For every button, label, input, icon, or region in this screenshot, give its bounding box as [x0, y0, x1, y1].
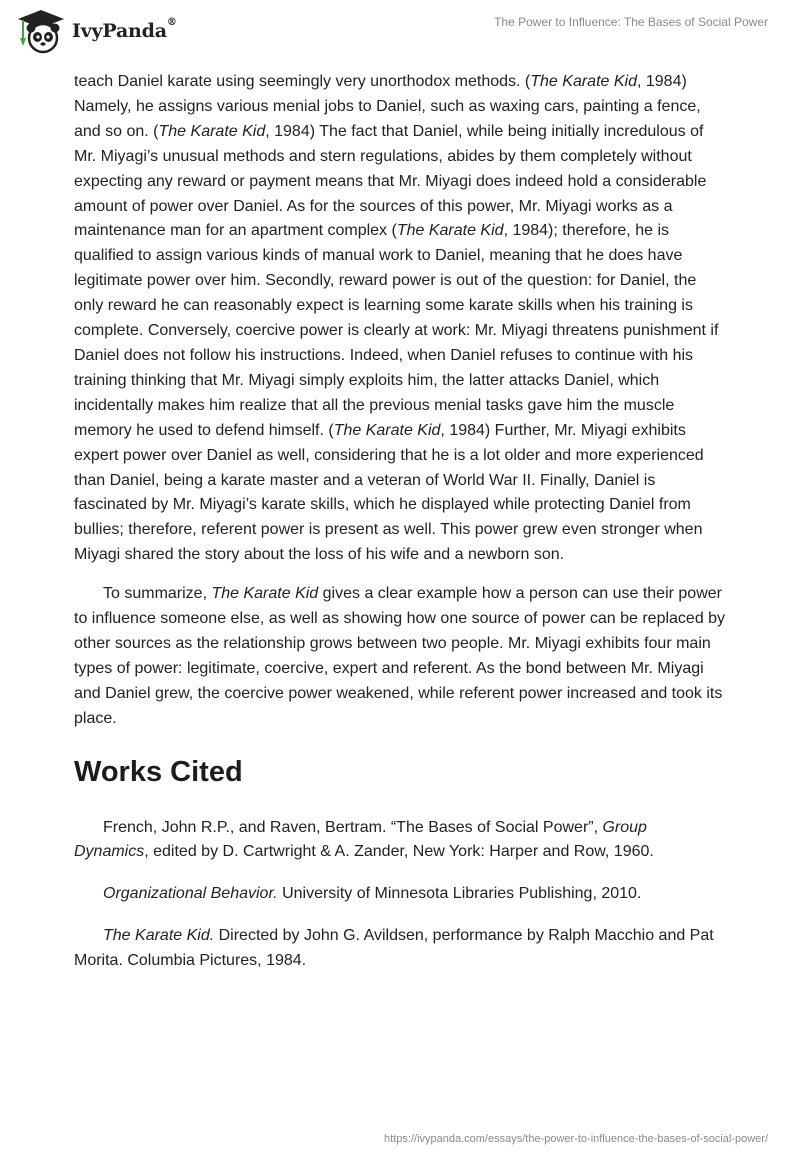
ivypanda-logo[interactable] — [16, 8, 177, 54]
text-run: To summarize, — [103, 585, 212, 603]
italic-title: The Karate Kid — [530, 73, 637, 90]
italic-title: The Karate Kid — [211, 585, 319, 603]
panda-graduate-icon — [16, 8, 66, 54]
italic-title: Organizational Behavior. — [103, 885, 278, 903]
text-run: , 1984) Further, Mr. Miyagi exhibits expert power over Daniel as well, considering that he is a lot older and more experienced than Daniel, being a karate master and a veteran of World War II. Finally, Daniel is fascinated by Mr. Miyagi’s karate skills, which he displayed while protecting Daniel from bullies; therefore, referent power is present as well. This power grew even stronger when Miyagi shared the story about the loss of his wife and a newborn son. — [74, 421, 704, 564]
text-run: French, John R.P., and Raven, Bertram. “The Bases of Social Power”, — [103, 818, 603, 836]
italic-title: The Karate Kid — [396, 222, 504, 240]
citation-entry — [74, 924, 726, 974]
text-run: University of Minnesota Libraries Publishing, 2010. — [277, 885, 642, 903]
italic-title: Group Dynamics — [74, 818, 647, 861]
text-run: , 1984) The fact that Daniel, while being initially incredulous of Mr. Miyagi’s unusual methods and stern regulations, abides by them completely without expecting any reward or payment means that Mr. Miyagi does indeed hold a considerable amount of power over Daniel. As for the sources of this power, Mr. Miyagi works as a maintenance man for an apartment complex ( — [74, 122, 707, 240]
essay-content — [74, 70, 726, 991]
works-cited-heading: Works Cited — [74, 755, 243, 788]
logo-wordmark: IvyPanda® — [72, 17, 177, 42]
works-cited-list — [74, 816, 726, 975]
citation-entry — [74, 816, 726, 866]
text-run: , 1984); therefore, he is qualified to assign various kinds of manual work to Daniel, meaning that he does have legitimate power over him. Secondly, reward power is out of the question: for Daniel, the only reward he can reasonably expect is learning some karate skills when his training is complete. Conversely, coercive power is clearly at work: Mr. Miyagi threatens punishment if Daniel does not follow his instructions. Indeed, when Daniel refuses to continue with his training thinking that Mr. Miyagi simply exploits him, the latter attacks Daniel, which incidentally makes him realize that all the previous menial tasks gave him the muscle memory he used to defend himself. ( — [74, 222, 719, 439]
source-url[interactable]: https://ivypanda.com/essays/the-power-to-influence-the-bases-of-social-power/ — [384, 1133, 768, 1145]
running-title: The Power to Influence: The Bases of Social Power — [494, 15, 768, 29]
italic-title: The Karate Kid — [333, 421, 441, 439]
citation-entry — [74, 882, 726, 907]
text-run: gives a clear example how a person can use their power to influence someone else, as well as showing how one source of power can be replaced by other sources as the relationship grows between two people. Mr. Miyagi exhibits four main types of power: legitimate, coercive, expert and referent. As the bond between Mr. Miyagi and Daniel grew, the coercive power weakened, while referent power increased and took its place. — [74, 585, 726, 727]
body-paragraph-2 — [74, 582, 726, 731]
page-header — [0, 0, 800, 62]
italic-title: The Karate Kid — [158, 122, 266, 140]
body-paragraph-1 — [74, 70, 726, 568]
text-run: , edited by D. Cartwright & A. Zander, New York: Harper and Row, 1960. — [144, 843, 654, 861]
text-run: Directed by John G. Avildsen, performance by Ralph Macchio and Pat Morita. Columbia Pictures, 1984. — [74, 927, 714, 970]
text-run: teach Daniel karate using seemingly very unorthodox methods. ( — [74, 73, 531, 90]
text-run: , 1984) Namely, he assigns various menial jobs to Daniel, such as waxing cars, painting a fence, and so on. ( — [74, 73, 701, 140]
italic-title: The Karate Kid. — [103, 927, 215, 945]
